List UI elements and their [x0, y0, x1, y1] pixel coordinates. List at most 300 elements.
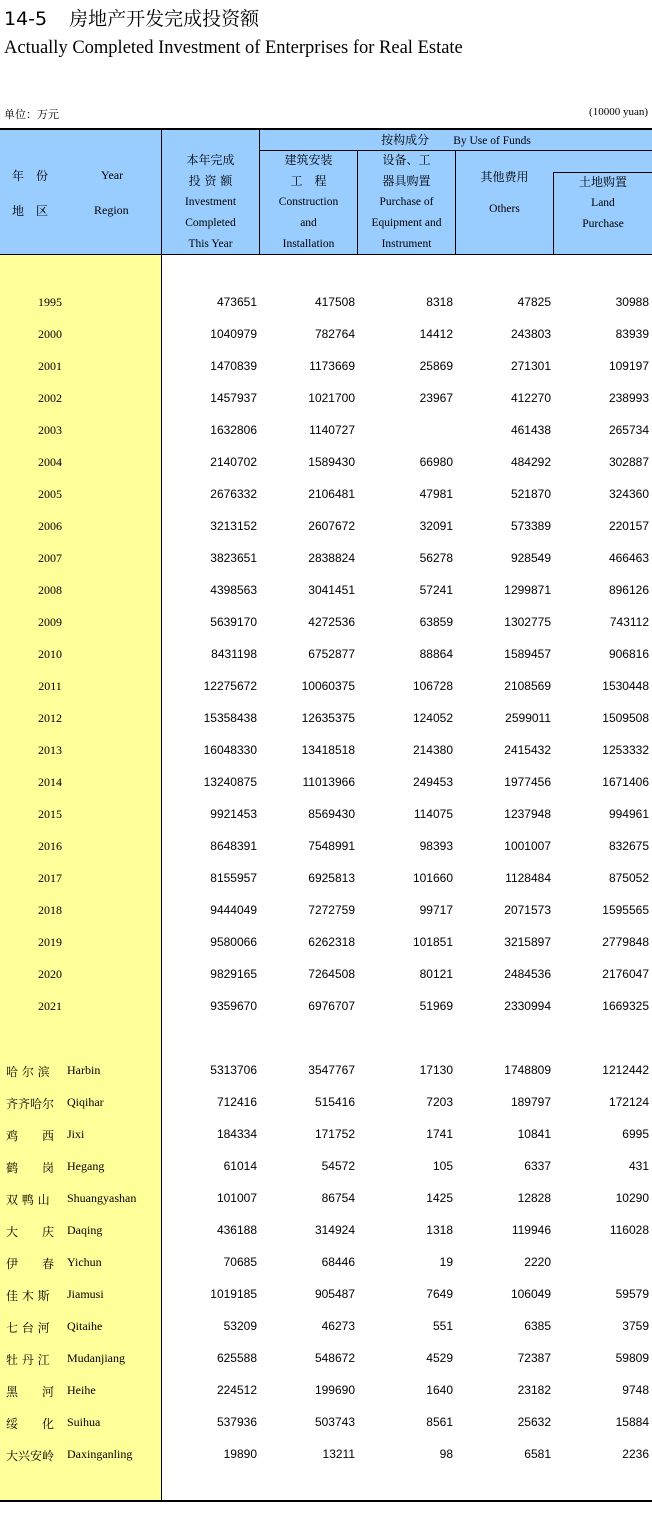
cell-value: 83939: [615, 327, 649, 341]
cell-value: 875052: [608, 871, 649, 885]
cell-value: 72387: [517, 1351, 551, 1365]
cell-value: 56278: [419, 551, 453, 565]
col-header-line: 建筑安装: [284, 153, 333, 167]
year-label: 2006: [38, 519, 62, 533]
year-row: [0, 583, 652, 603]
cell-value: 515416: [314, 1095, 355, 1109]
region-name-en: Heihe: [67, 1383, 96, 1397]
cell-value: 6337: [524, 1159, 551, 1173]
year-label: 2007: [38, 551, 62, 565]
cell-value: 6262318: [308, 935, 355, 949]
cell-value: 171752: [314, 1127, 355, 1141]
cell-value: 3547767: [308, 1063, 355, 1077]
col-header-line: This Year: [188, 238, 233, 250]
cell-value: 16048330: [203, 743, 257, 757]
year-row: [0, 647, 652, 667]
cell-value: 782764: [314, 327, 355, 341]
cell-value: 1457937: [210, 391, 257, 405]
cell-value: 1299871: [504, 583, 551, 597]
cell-value: 12828: [517, 1191, 551, 1205]
region-label-cn: 地 区: [12, 204, 49, 218]
cell-value: 98: [439, 1447, 453, 1461]
cell-value: 503743: [314, 1415, 355, 1429]
cell-value: 3215897: [504, 935, 551, 949]
cell-value: 68446: [321, 1255, 355, 1269]
col-equipment-header: [358, 150, 455, 255]
cell-value: 7264508: [308, 967, 355, 981]
cell-value: 189797: [510, 1095, 551, 1109]
table-title-cn: [4, 4, 259, 31]
cell-value: 6581: [524, 1447, 551, 1461]
cell-value: 6385: [524, 1319, 551, 1333]
cell-value: 23967: [419, 391, 453, 405]
cell-value: 2599011: [505, 711, 551, 725]
cell-value: 1595565: [602, 903, 649, 917]
cell-value: 46273: [321, 1319, 355, 1333]
cell-value: 1741: [426, 1127, 453, 1141]
region-name-cn: 齐齐哈尔: [6, 1097, 55, 1111]
cell-value: 1640: [426, 1383, 453, 1397]
cell-value: 1669325: [602, 999, 649, 1013]
region-row: [0, 1383, 652, 1403]
cell-value: 1021700: [308, 391, 355, 405]
cell-value: 66980: [419, 455, 453, 469]
col-header-line: 土地购置: [578, 175, 627, 189]
cell-value: 625588: [216, 1351, 257, 1365]
year-label: 2016: [38, 839, 62, 853]
year-label: 2010: [38, 647, 62, 661]
cell-value: 324360: [608, 487, 649, 501]
cell-value: 53209: [223, 1319, 257, 1333]
cell-value: 32091: [419, 519, 453, 533]
cell-value: 2330994: [504, 999, 551, 1013]
table-number: 14-5: [4, 8, 48, 30]
cell-value: 8648391: [210, 839, 257, 853]
region-name-cn: 双 鸭 山: [6, 1193, 50, 1207]
cell-value: 1589430: [308, 455, 355, 469]
cell-value: 10290: [615, 1191, 649, 1205]
cell-value: 54572: [321, 1159, 355, 1173]
cell-value: 172124: [608, 1095, 649, 1109]
region-row: [0, 1351, 652, 1371]
cell-value: 9921453: [210, 807, 257, 821]
cell-value: 9829165: [210, 967, 257, 981]
cell-value: 8561: [426, 1415, 453, 1429]
cell-value: 1302775: [504, 615, 551, 629]
year-row: [0, 615, 652, 635]
cell-value: 7649: [426, 1287, 453, 1301]
region-name-en: Daxinganling: [67, 1447, 133, 1461]
region-name-en: Suihua: [67, 1415, 101, 1429]
cell-value: 99717: [419, 903, 453, 917]
cell-value: 412270: [510, 391, 551, 405]
region-name-cn: 牡 丹 江: [6, 1353, 50, 1367]
region-row: [0, 1319, 652, 1339]
col-others-header: [456, 161, 553, 225]
cell-value: 101007: [216, 1191, 257, 1205]
cell-value: 2071573: [504, 903, 551, 917]
region-name-cn: 七 台 河: [6, 1321, 50, 1335]
year-row: [0, 871, 652, 891]
cell-value: 302887: [608, 455, 649, 469]
region-name-cn: 鹤 岗: [6, 1161, 55, 1175]
col-header-line: Instrument: [381, 238, 432, 250]
cell-value: 4529: [426, 1351, 453, 1365]
year-row: [0, 359, 652, 379]
cell-value: 2220: [524, 1255, 551, 1269]
col-header-line: and: [300, 217, 317, 229]
cell-value: 436188: [216, 1223, 257, 1237]
cell-value: 2676332: [210, 487, 257, 501]
region-name-cn: 鸡 西: [6, 1129, 55, 1143]
col-header-line: 其他费用: [480, 170, 529, 184]
year-label: 2002: [38, 391, 62, 405]
region-row: [0, 1255, 652, 1275]
cell-value: 114075: [413, 807, 453, 821]
year-row: [0, 967, 652, 987]
cell-value: 2236: [622, 1447, 649, 1461]
cell-value: 8155957: [210, 871, 257, 885]
cell-value: 243803: [510, 327, 551, 341]
cell-value: 70685: [223, 1255, 257, 1269]
year-label: 2020: [38, 967, 62, 981]
region-row: [0, 1223, 652, 1243]
cell-value: 712416: [216, 1095, 257, 1109]
cell-value: 2484536: [504, 967, 551, 981]
cell-value: 25869: [419, 359, 453, 373]
cell-value: 13240875: [203, 775, 257, 789]
cell-value: 19890: [223, 1447, 257, 1461]
region-name-cn: 大兴安岭: [6, 1449, 55, 1463]
cell-value: 59579: [615, 1287, 649, 1301]
region-name-en: Hegang: [67, 1159, 105, 1173]
cell-value: 1318: [426, 1223, 453, 1237]
cell-value: 9359670: [210, 999, 257, 1013]
col-header-line: 本年完成: [186, 153, 235, 167]
cell-value: 5639170: [210, 615, 257, 629]
col-header-line: 工 程: [290, 174, 327, 188]
cell-value: 30988: [615, 295, 649, 309]
cell-value: 1589457: [504, 647, 551, 661]
cell-value: 1509508: [602, 711, 649, 725]
region-name-en: Shuangyashan: [67, 1191, 137, 1205]
year-label: 2003: [38, 423, 62, 437]
year-label: 2009: [38, 615, 62, 629]
year-row: [0, 903, 652, 923]
year-label: 2015: [38, 807, 62, 821]
cell-value: 2140702: [210, 455, 257, 469]
year-label: 2013: [38, 743, 62, 757]
cell-value: 994961: [608, 807, 649, 821]
cell-value: 86754: [321, 1191, 355, 1205]
title-cn-text: 房地产开发完成投资额: [69, 8, 260, 30]
cell-value: 573389: [510, 519, 551, 533]
col-construction-header: [260, 150, 357, 255]
cell-value: 896126: [608, 583, 649, 597]
group-header: [260, 130, 652, 151]
cell-value: 214380: [412, 743, 453, 757]
cell-value: 271301: [510, 359, 551, 373]
col-header-line: 投 资 额: [188, 174, 233, 188]
year-label: 2005: [38, 487, 62, 501]
cell-value: 11013966: [302, 775, 355, 789]
region-name-en: Qiqihar: [67, 1095, 104, 1109]
cell-value: 906816: [608, 647, 649, 661]
year-label: 2000: [38, 327, 62, 341]
col-header-line: Purchase: [582, 218, 624, 230]
cell-value: 1748809: [504, 1063, 551, 1077]
cell-value: 15358438: [203, 711, 257, 725]
cell-value: 2106481: [308, 487, 355, 501]
cell-value: 1237948: [504, 807, 551, 821]
col-investment-header: [162, 150, 259, 255]
cell-value: 238993: [608, 391, 649, 405]
cell-value: 109197: [608, 359, 649, 373]
unit-en: (10000 yuan): [589, 106, 648, 118]
year-label: 2004: [38, 455, 62, 469]
cell-value: 461438: [510, 423, 551, 437]
cell-value: 473651: [216, 295, 257, 309]
cell-value: 7203: [426, 1095, 453, 1109]
cell-value: 6995: [622, 1127, 649, 1141]
col-header-line: Investment: [184, 196, 237, 208]
cell-value: 9580066: [210, 935, 257, 949]
region-row: [0, 1191, 652, 1211]
region-name-en: Mudanjiang: [67, 1351, 125, 1365]
year-label-en: Year: [101, 168, 124, 182]
region-name-en: Daqing: [67, 1223, 103, 1237]
cell-value: 80121: [419, 967, 453, 981]
cell-value: 2607672: [308, 519, 355, 533]
cell-value: 265734: [608, 423, 649, 437]
year-row: [0, 391, 652, 411]
cell-value: 7272759: [308, 903, 355, 917]
cell-value: 61014: [223, 1159, 257, 1173]
cell-value: 7548991: [308, 839, 355, 853]
region-name-cn: 哈 尔 滨: [6, 1065, 50, 1079]
cell-value: 12635375: [301, 711, 355, 725]
region-row: [0, 1095, 652, 1115]
cell-value: 106728: [412, 679, 453, 693]
cell-value: 548672: [314, 1351, 355, 1365]
col-header-line: Construction: [278, 196, 339, 208]
cell-value: 17130: [419, 1063, 453, 1077]
region-row: [0, 1127, 652, 1147]
cell-value: 466463: [608, 551, 649, 565]
cell-value: 537936: [216, 1415, 257, 1429]
cell-value: 4272536: [308, 615, 355, 629]
cell-value: 124052: [412, 711, 453, 725]
year-label: 2019: [38, 935, 62, 949]
year-row: [0, 999, 652, 1019]
cell-value: 1425: [426, 1191, 453, 1205]
col-header-line: Installation: [282, 238, 335, 250]
cell-value: 6976707: [308, 999, 355, 1013]
year-label: 2014: [38, 775, 62, 789]
region-name-cn: 大 庆: [6, 1225, 55, 1239]
region-row: [0, 1159, 652, 1179]
year-row: [0, 327, 652, 347]
cell-value: 10841: [517, 1127, 551, 1141]
unit-cn: 单位：万元: [4, 108, 59, 121]
year-row: [0, 743, 652, 763]
col-header-line: Equipment and: [371, 217, 442, 229]
year-label: 2008: [38, 583, 62, 597]
group-header-cn: 按构成分: [381, 133, 430, 147]
cell-value: 47981: [419, 487, 453, 501]
cell-value: 119946: [511, 1223, 551, 1237]
table-title-en: Actually Completed Investment of Enterprises for Real Estate: [4, 38, 463, 58]
region-label-en: Region: [94, 203, 129, 217]
cell-value: 98393: [419, 839, 453, 853]
cell-value: 6925813: [308, 871, 355, 885]
cell-value: 15884: [615, 1415, 649, 1429]
cell-value: 1019185: [210, 1287, 257, 1301]
cell-value: 14412: [419, 327, 453, 341]
region-row: [0, 1447, 652, 1467]
cell-value: 3823651: [210, 551, 257, 565]
cell-value: 59809: [615, 1351, 649, 1365]
year-row: [0, 935, 652, 955]
cell-value: 1977456: [504, 775, 551, 789]
cell-value: 199690: [314, 1383, 355, 1397]
cell-value: 2176047: [602, 967, 649, 981]
cell-value: 1470839: [210, 359, 257, 373]
cell-value: 19: [439, 1255, 453, 1269]
cell-value: 47825: [517, 295, 551, 309]
year-row: [0, 679, 652, 699]
col-header-line: Land: [591, 197, 615, 209]
cell-value: 8431198: [211, 647, 257, 661]
cell-value: 105: [432, 1159, 453, 1173]
region-name-cn: 伊 春: [6, 1257, 55, 1271]
cell-value: 9444049: [210, 903, 257, 917]
year-row: [0, 807, 652, 827]
cell-value: 1040979: [210, 327, 257, 341]
year-row: [0, 775, 652, 795]
cell-value: 13418518: [301, 743, 355, 757]
cell-value: 905487: [314, 1287, 355, 1301]
cell-value: 101851: [412, 935, 453, 949]
year-row: [0, 423, 652, 443]
year-label: 1995: [38, 295, 62, 309]
cell-value: 1128484: [505, 871, 551, 885]
cell-value: 101660: [412, 871, 453, 885]
year-row: [0, 839, 652, 859]
cell-value: 10060375: [301, 679, 355, 693]
region-name-en: Jixi: [67, 1127, 85, 1141]
year-row: [0, 487, 652, 507]
region-name-en: Qitaihe: [67, 1319, 103, 1333]
col-header-line: 器具购置: [382, 174, 431, 188]
cell-value: 57241: [419, 583, 453, 597]
table-bottom-rule: [0, 1500, 652, 1502]
cell-value: 4398563: [210, 583, 257, 597]
col-header-line: Completed: [185, 217, 236, 229]
cell-value: 2779848: [602, 935, 649, 949]
year-label-cn: 年 份: [12, 169, 49, 183]
cell-value: 1212442: [602, 1063, 649, 1077]
cell-value: 249453: [412, 775, 453, 789]
cell-value: 521870: [510, 487, 551, 501]
cell-value: 9748: [622, 1383, 649, 1397]
cell-value: 184334: [216, 1127, 257, 1141]
cell-value: 88864: [419, 647, 453, 661]
year-label: 2012: [38, 711, 62, 725]
cell-value: 551: [432, 1319, 453, 1333]
cell-value: 1632806: [210, 423, 257, 437]
year-row: [0, 295, 652, 315]
cell-value: 8318: [426, 295, 453, 309]
cell-value: 743112: [609, 615, 649, 629]
group-header-en: By Use of Funds: [453, 135, 531, 147]
cell-value: 224512: [216, 1383, 257, 1397]
year-row: [0, 711, 652, 731]
region-name-cn: 黑 河: [6, 1385, 55, 1399]
year-label: 2001: [38, 359, 62, 373]
col-header-line: 设备、工: [382, 153, 431, 167]
region-name-en: Yichun: [67, 1255, 102, 1269]
cell-value: 2838824: [308, 551, 355, 565]
cell-value: 23182: [517, 1383, 551, 1397]
region-row: [0, 1287, 652, 1307]
region-name-en: Jiamusi: [67, 1287, 104, 1301]
col-land-header: [554, 172, 652, 235]
cell-value: 106049: [510, 1287, 551, 1301]
cell-value: 1173669: [309, 359, 355, 373]
cell-value: 8569430: [308, 807, 355, 821]
cell-value: 116028: [609, 1223, 649, 1237]
cell-value: 1001007: [504, 839, 551, 853]
cell-value: 1253332: [602, 743, 649, 757]
year-label: 2017: [38, 871, 62, 885]
region-name-en: Harbin: [67, 1063, 101, 1077]
year-label: 2018: [38, 903, 62, 917]
region-row: [0, 1415, 652, 1435]
cell-value: 12275672: [203, 679, 257, 693]
col-header-line: Purchase of: [379, 196, 434, 208]
cell-value: 1140727: [309, 423, 355, 437]
cell-value: 5313706: [210, 1063, 257, 1077]
year-row: [0, 551, 652, 571]
cell-value: 431: [628, 1159, 649, 1173]
cell-value: 220157: [608, 519, 649, 533]
cell-value: 2415432: [504, 743, 551, 757]
region-name-cn: 佳 木 斯: [6, 1289, 50, 1303]
cell-value: 832675: [608, 839, 649, 853]
year-label: 2011: [38, 679, 62, 693]
table-header: [0, 128, 652, 255]
cell-value: 3759: [622, 1319, 649, 1333]
year-row: [0, 519, 652, 539]
cell-value: 314924: [314, 1223, 355, 1237]
region-row: [0, 1063, 652, 1083]
cell-value: 928549: [510, 551, 551, 565]
cell-value: 417508: [314, 295, 355, 309]
region-name-cn: 绥 化: [6, 1417, 55, 1431]
cell-value: 13211: [322, 1447, 355, 1461]
col-header-line: Others: [489, 203, 520, 215]
cell-value: 51969: [419, 999, 453, 1013]
cell-value: 1530448: [602, 679, 649, 693]
cell-value: 25632: [517, 1415, 551, 1429]
year-label: 2021: [38, 999, 62, 1013]
cell-value: 3213152: [210, 519, 257, 533]
cell-value: 1671406: [602, 775, 649, 789]
cell-value: 484292: [510, 455, 551, 469]
cell-value: 63859: [419, 615, 453, 629]
cell-value: 6752877: [308, 647, 355, 661]
